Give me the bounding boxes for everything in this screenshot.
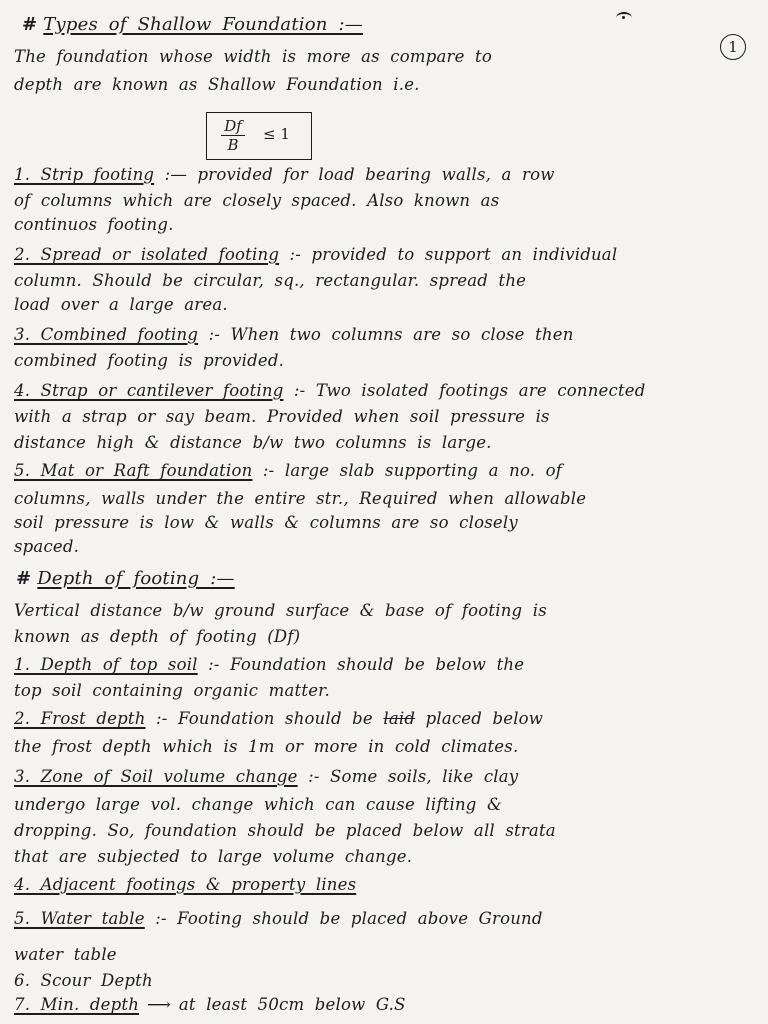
depth-frost-text-b: placed below bbox=[425, 709, 544, 728]
depth-min-title: 7. Min. depth bbox=[14, 995, 140, 1014]
type-mat-line-4: spaced. bbox=[14, 537, 80, 556]
intro-line-2: depth are known as Shallow Foundation i.e. bbox=[14, 75, 420, 94]
type-strap-line-3: distance high & distance b/w two columns is large. bbox=[14, 433, 492, 452]
depth-frost-struck-word: laid bbox=[383, 709, 416, 728]
type-combined-line-2: combined footing is provided. bbox=[14, 351, 285, 370]
ratio-denominator: B bbox=[227, 136, 239, 154]
depth-frost-text-a: :- Foundation should be bbox=[156, 709, 373, 728]
depth-topsoil-text: :- Foundation should be below the bbox=[208, 655, 525, 674]
type-strip-title: 1. Strip footing bbox=[14, 165, 155, 184]
depth-scour-head bbox=[14, 970, 756, 992]
intro-line-1: The foundation whose width is more as compare to bbox=[14, 47, 492, 66]
depth-adjacent-head bbox=[14, 874, 756, 896]
type-strap-head bbox=[14, 380, 756, 402]
depth-water-title: 5. Water table bbox=[14, 909, 145, 928]
type-mat-line-3: soil pressure is low & walls & columns are so closely bbox=[14, 513, 518, 532]
type-spread-text: :- provided to support an individual bbox=[289, 245, 618, 264]
depth-topsoil-line-2: top soil containing organic matter. bbox=[14, 681, 330, 700]
type-strip-line-3: continuos footing. bbox=[14, 215, 174, 234]
type-strap-line-2: with a strap or say beam. Provided when soil pressure is bbox=[14, 407, 550, 426]
arrow-right-icon: ⟶ bbox=[147, 995, 171, 1014]
depth-water-head bbox=[14, 908, 756, 930]
depth-topsoil-title: 1. Depth of top soil bbox=[14, 655, 198, 674]
page-title-row bbox=[22, 14, 756, 36]
type-spread-head bbox=[14, 244, 756, 266]
hash-icon: # bbox=[16, 568, 32, 589]
type-mat-line-2: columns, walls under the entire str., Required when allowable bbox=[14, 489, 587, 508]
depth-definition-line-1: Vertical distance b/w ground surface & base of footing is bbox=[14, 601, 547, 620]
hash-icon: # bbox=[22, 14, 38, 35]
depth-zone-title: 3. Zone of Soil volume change bbox=[14, 767, 298, 786]
depth-frost-title: 2. Frost depth bbox=[14, 709, 146, 728]
type-combined-text: :- When two columns are so close then bbox=[208, 325, 574, 344]
type-spread-line-2: column. Should be circular, sq., rectangular. spread the bbox=[14, 271, 527, 290]
depth-water-text: :- Footing should be placed above Ground bbox=[155, 909, 543, 928]
type-strip-text: :— provided for load bearing walls, a row bbox=[164, 165, 555, 184]
depth-zone-line-2: undergo large vol. change which can cause lifting & bbox=[14, 795, 502, 814]
depth-min-text: at least 50cm below G.S bbox=[178, 995, 406, 1014]
type-combined-head bbox=[14, 324, 756, 346]
ratio-fraction bbox=[221, 117, 245, 154]
depth-zone-line-3: dropping. So, foundation should be placed below all strata bbox=[14, 821, 556, 840]
depth-topsoil-head bbox=[14, 654, 756, 676]
depth-min-head bbox=[14, 994, 756, 1016]
type-spread-title: 2. Spread or isolated footing bbox=[14, 245, 280, 264]
type-mat-text: :- large slab supporting a no. of bbox=[262, 461, 563, 480]
depth-frost-line-2: the frost depth which is 1m or more in cold climates. bbox=[14, 737, 519, 756]
depth-zone-head bbox=[14, 766, 756, 788]
ratio-numerator: Df bbox=[221, 117, 245, 136]
depth-definition-line-2: known as depth of footing (Df) bbox=[14, 627, 301, 646]
depth-water-line-2: water table bbox=[14, 945, 117, 964]
depth-zone-text: :- Some soils, like clay bbox=[308, 767, 519, 786]
type-strap-text: :- Two isolated footings are connected bbox=[293, 381, 646, 400]
ratio-formula bbox=[206, 112, 312, 160]
depth-adjacent-title: 4. Adjacent footings & property lines bbox=[14, 875, 357, 894]
depth-zone-line-4: that are subjected to large volume change. bbox=[14, 847, 413, 866]
type-combined-title: 3. Combined footing bbox=[14, 325, 199, 344]
depth-section-title: Depth of footing :— bbox=[37, 568, 235, 589]
type-strip-head bbox=[14, 164, 756, 186]
page-title: Types of Shallow Foundation :— bbox=[43, 14, 363, 35]
depth-scour-title: 6. Scour Depth bbox=[14, 971, 153, 990]
depth-frost-head bbox=[14, 708, 756, 730]
type-mat-head bbox=[14, 460, 756, 482]
type-strip-line-2: of columns which are closely spaced. Also known as bbox=[14, 191, 500, 210]
page-number: 1 bbox=[720, 34, 746, 60]
type-mat-title: 5. Mat or Raft foundation bbox=[14, 461, 253, 480]
ratio-relation: ≤ 1 bbox=[263, 125, 290, 143]
type-spread-line-3: load over a large area. bbox=[14, 295, 228, 314]
depth-section-title-row bbox=[16, 568, 756, 590]
type-strap-title: 4. Strap or cantilever footing bbox=[14, 381, 284, 400]
